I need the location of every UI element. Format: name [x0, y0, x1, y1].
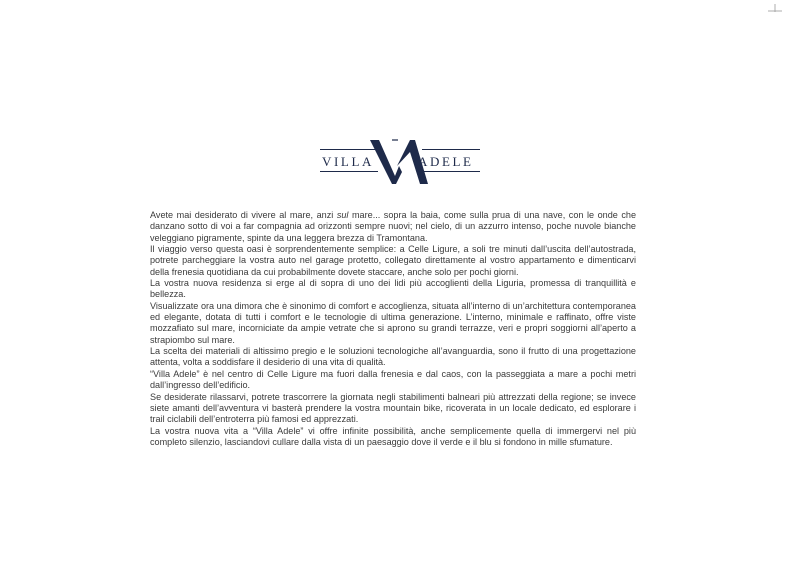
paragraph-journey: Il viaggio verso questa oasi è sorprendentemente semplice: a Celle Ligure, a soli tre minuti dall’uscita dell’autostrada, potrete parcheggiare la vostra auto nel garage protetto, collegato direttamente al vostro appartamento e dimenticarvi della frenesia quotidiana da cui probabilmente dovete staccare, anche solo per pochi giorni.	[150, 244, 636, 277]
villa-adele-logo	[318, 138, 482, 186]
paragraph-residence: La vostra nuova residenza si erge al di sopra di uno dei lidi più accoglienti della Liguria, promessa di tranquillità e bellezza.	[150, 278, 636, 300]
paragraph-interior: Visualizzate ora una dimora che è sinonimo di comfort e accoglienza, situata all’interno di un’architettura contemporanea ed elegante, dotata di tutti i comfort e le tecnologie di ultima generazione. L’interno, minimale e raffinato, offre viste mozzafiato sul mare, incorniciate da ampie vetrate che si aprono su grandi terrazze, veri e propri soggiorni all’aperto a strapiombo sul mare.	[150, 300, 636, 345]
body-text	[150, 210, 636, 448]
logo-rule-right-top	[422, 149, 480, 150]
paragraph-activities: Se desiderate rilassarvi, potrete trascorrere la giornata negli stabilimenti balneari più attrezzati della regione; se invece siete amanti dell’avventura vi basterà prendere la vostra mountain bike, ricoverata in un locale dedicato, ed esplorare i trail ciclabili dell’entroterra più famosi ed apprezzati.	[150, 391, 636, 425]
paragraph-closing: La vostra nuova vita a “Villa Adele” vi offre infinite possibilità, anche semplicemente quella di immergervi nel più completo silenzio, lasciandovi cullare dalla vista di un paesaggio dove il verde e il blu si fondono in mille sfumature.	[150, 425, 636, 447]
paragraph-intro: Avete mai desiderato di vivere al mare, anzi sul mare... sopra la baia, come sulla prua di una nave, con le onde che danzano sotto di voi a far compagnia ad orizzonti sempre nuovi; nel cielo, di un azzurro intenso, poche nuvole bianche veleggiano pigramente, spinte da una leggera brezza di Tramontana.	[150, 210, 637, 243]
paragraph-intro-emphasis: sul	[336, 210, 349, 220]
corner-crop-mark	[768, 4, 782, 12]
paragraph-location: “Villa Adele” è nel centro di Celle Ligure ma fuori dalla frenesia e dal caos, con la passeggiata a mare a pochi metri dall’ingresso dell’edificio.	[150, 368, 636, 391]
logo-rule-right-bottom	[422, 171, 480, 172]
logo-word-adele: ADELE	[418, 154, 474, 169]
paragraph-materials: La scelta dei materiali di altissimo pregio e le soluzioni tecnologiche all’avanguardia, sono il frutto di una progettazione attenta, volta a soddisfare il desiderio di una vita di qualità.	[150, 346, 636, 368]
logo-word-villa: VILLA	[322, 154, 374, 169]
